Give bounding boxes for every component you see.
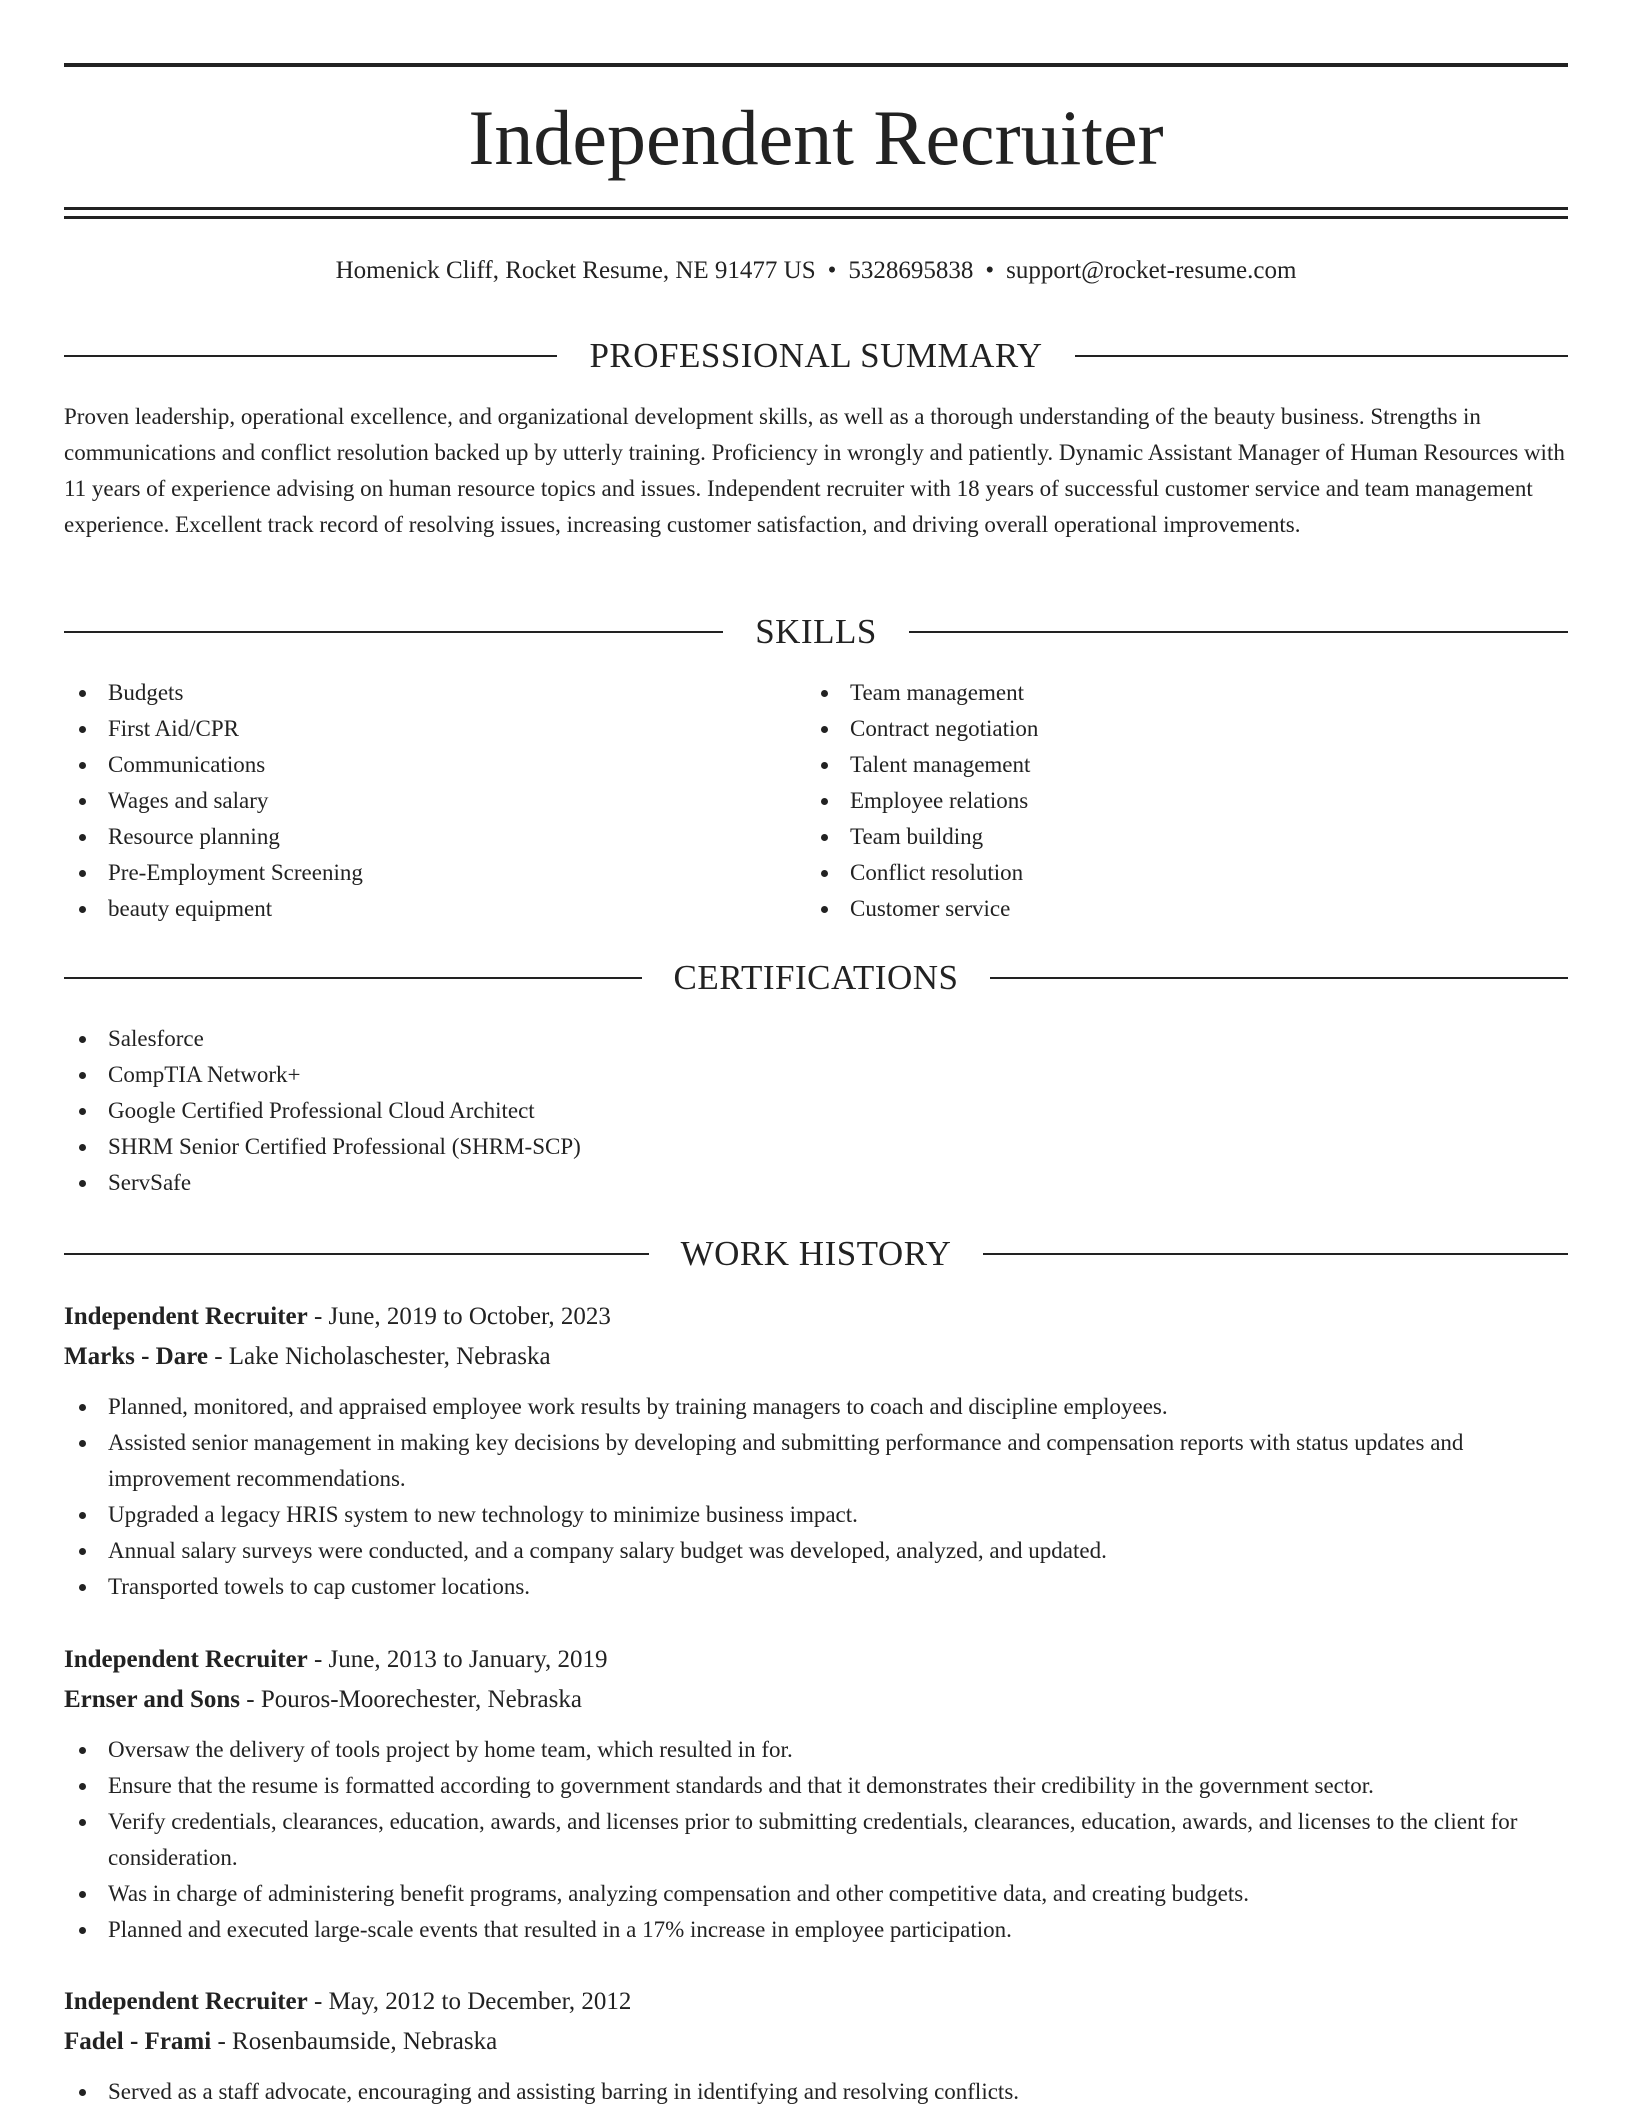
contact-email[interactable]: support@rocket-resume.com	[1006, 257, 1297, 284]
job-bullets	[64, 1389, 1568, 1605]
skill-item: First Aid/CPR	[64, 711, 804, 747]
skill-item: Budgets	[64, 675, 804, 711]
skill-item: Employee relations	[806, 783, 1546, 819]
job-company: Marks - Dare	[64, 1343, 208, 1370]
job-dates: - June, 2013 to January, 2019	[307, 1646, 608, 1673]
heading-rule-right	[983, 1253, 1568, 1255]
job-bullet: Served as a staff advocate, encouraging and assisting barring in identifying and resolving conflicts.	[64, 2074, 1568, 2110]
job-title: Independent Recruiter	[64, 1646, 308, 1673]
summary-text: Proven leadership, operational excellence, and organizational development skills, as well as a thorough understanding of the beauty business. Strengths in communications and conflict resolution backed up by utterly training. Proficiency in wrongly and patiently. Dynamic Assistant Manager of Human Resources with 11 years of experience advising on human resource topics and issues. Independent recruiter with 18 years of successful customer service and team management experience. Excellent track record of resolving issues, increasing customer satisfaction, and driving overall operational improvements.	[64, 404, 1565, 537]
section-heading-summary	[64, 334, 1568, 378]
skill-item: Team management	[806, 675, 1546, 711]
candidate-name: Independent Recruiter	[468, 94, 1164, 181]
job-company: Ernser and Sons	[64, 1686, 240, 1713]
contact-line	[64, 253, 1568, 289]
contact-phone: 5328695838	[848, 257, 974, 284]
job-title: Independent Recruiter	[64, 1303, 308, 1330]
job-title-line	[64, 1982, 1568, 2022]
job-dates: - May, 2012 to December, 2012	[307, 1988, 632, 2015]
section-heading-certifications	[64, 956, 1568, 1000]
certification-item: ServSafe	[64, 1165, 1568, 1201]
certification-item: CompTIA Network+	[64, 1057, 1568, 1093]
heading-rule-left	[64, 1253, 649, 1255]
job-bullet: Verify credentials, clearances, education, awards, and licenses prior to submitting credentials, clearances, education, awards, and licenses to the client for consideration.	[64, 1804, 1568, 1876]
heading-title: WORK HISTORY	[680, 1234, 952, 1273]
job-bullet: Assisted senior management in making key decisions by developing and submitting performance and compensation reports with status updates and improvement recommendations.	[64, 1425, 1568, 1497]
certification-item: Salesforce	[64, 1021, 1568, 1057]
skill-item: Contract negotiation	[806, 711, 1546, 747]
job-bullet: Transported towels to cap customer locations.	[64, 1569, 1568, 1605]
job-bullet: Planned and executed large-scale events that resulted in a 17% increase in employee participation.	[64, 1912, 1568, 1948]
job-entry	[64, 1982, 1568, 2110]
job-company-line	[64, 1337, 1568, 1377]
job-location: - Rosenbaumside, Nebraska	[211, 2028, 498, 2055]
heading-title: SKILLS	[755, 612, 877, 651]
heading-title: CERTIFICATIONS	[673, 958, 959, 997]
certification-item: SHRM Senior Certified Professional (SHRM-SCP)	[64, 1129, 1568, 1165]
job-entry	[64, 1640, 1568, 1948]
section-heading-skills	[64, 610, 1568, 654]
job-bullets	[64, 2074, 1568, 2110]
job-company-line	[64, 2022, 1568, 2062]
top-rule	[64, 63, 1568, 67]
job-location: - Pouros-Moorechester, Nebraska	[240, 1686, 582, 1713]
skills-list-right	[806, 675, 1546, 927]
contact-separator: •	[827, 257, 837, 284]
job-bullet: Annual salary surveys were conducted, and a company salary budget was developed, analyzed, and updated.	[64, 1533, 1568, 1569]
job-location: - Lake Nicholaschester, Nebraska	[207, 1343, 551, 1370]
job-entry	[64, 1297, 1568, 1605]
job-title-line	[64, 1640, 1568, 1680]
job-bullet: Was in charge of administering benefit programs, analyzing compensation and other competitive data, and creating budgets.	[64, 1876, 1568, 1912]
contact-address: Homenick Cliff, Rocket Resume, NE 91477 US	[335, 257, 816, 284]
heading-rule-left	[64, 631, 723, 633]
heading-rule-right	[990, 977, 1568, 979]
certification-item: Google Certified Professional Cloud Architect	[64, 1093, 1568, 1129]
heading-rule-left	[64, 355, 557, 357]
certifications-list	[64, 1021, 1568, 1201]
double-rule	[64, 207, 1568, 219]
skill-item: Team building	[806, 819, 1546, 855]
job-bullet: Upgraded a legacy HRIS system to new technology to minimize business impact.	[64, 1497, 1568, 1533]
skill-item: Communications	[64, 747, 804, 783]
job-company: Fadel - Frami	[64, 2028, 212, 2055]
skill-item: beauty equipment	[64, 891, 804, 927]
skills-list-left	[64, 675, 804, 927]
skill-item: Talent management	[806, 747, 1546, 783]
skill-item: Wages and salary	[64, 783, 804, 819]
job-bullet: Planned, monitored, and appraised employee work results by training managers to coach and discipline employees.	[64, 1389, 1568, 1425]
job-title: Independent Recruiter	[64, 1988, 308, 2015]
heading-title: PROFESSIONAL SUMMARY	[589, 336, 1043, 375]
job-title-line	[64, 1297, 1568, 1337]
job-bullets	[64, 1732, 1568, 1948]
heading-rule-left	[64, 977, 642, 979]
skill-item: Pre-Employment Screening	[64, 855, 804, 891]
section-heading-work-history	[64, 1232, 1568, 1276]
heading-rule-right	[1075, 355, 1568, 357]
job-bullet: Ensure that the resume is formatted according to government standards and that it demonstrates their credibility in the government sector.	[64, 1768, 1568, 1804]
job-bullet: Oversaw the delivery of tools project by home team, which resulted in for.	[64, 1732, 1568, 1768]
skill-item: Customer service	[806, 891, 1546, 927]
job-company-line	[64, 1680, 1568, 1720]
skill-item: Resource planning	[64, 819, 804, 855]
skill-item: Conflict resolution	[806, 855, 1546, 891]
heading-rule-right	[909, 631, 1568, 633]
job-dates: - June, 2019 to October, 2023	[307, 1303, 611, 1330]
contact-separator: •	[985, 257, 995, 284]
